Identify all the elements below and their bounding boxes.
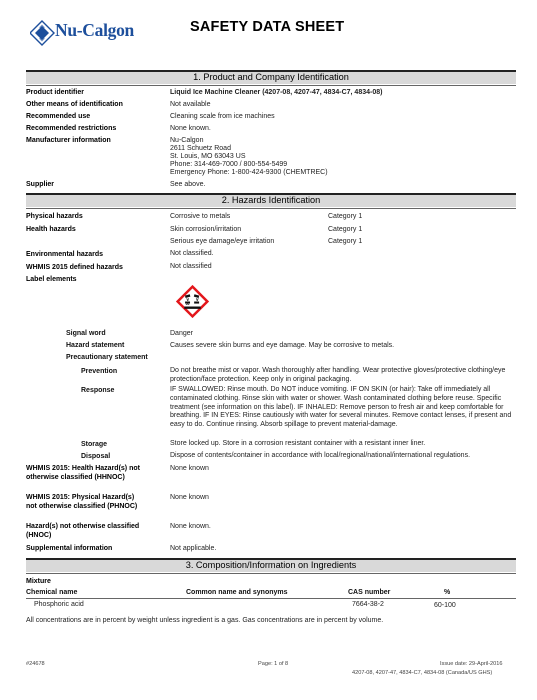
- divider: [26, 208, 516, 209]
- divider: [26, 573, 516, 574]
- hazard-statement-label: Hazard statement: [66, 342, 125, 349]
- prevention-label: Prevention: [81, 368, 118, 375]
- section-3-heading: 3. Composition/Information on Ingredients: [26, 560, 516, 572]
- recommended-restrictions-value: None known.: [170, 125, 211, 132]
- column-header-chemical-name: Chemical name: [26, 589, 78, 596]
- footer-page-number: Page: 1 of 8: [258, 661, 289, 667]
- phnoc-label: WHMIS 2015: Physical Hazard(s) not otherwise classified (PHNOC): [26, 494, 138, 510]
- section-1-heading: 1. Product and Company Identification: [26, 72, 516, 84]
- other-identification-value: Not available: [170, 101, 211, 108]
- manufacturer-information-label: Manufacturer information: [26, 137, 111, 144]
- environmental-hazards-label: Environmental hazards: [26, 251, 104, 258]
- section-2-heading: 2. Hazards Identification: [26, 195, 516, 207]
- logo-text: Nu-Calgon: [55, 20, 134, 40]
- mixture-label: Mixture: [26, 578, 51, 585]
- document-title: SAFETY DATA SHEET: [190, 19, 345, 35]
- ingredient-chemical-name: Phosphoric acid: [34, 601, 84, 608]
- divider: [26, 85, 516, 86]
- health-hazard-value: Serious eye damage/eye irritation: [170, 238, 275, 245]
- health-hazard-value: Skin corrosion/irritation: [170, 226, 242, 233]
- physical-hazard-value: Corrosive to metals: [170, 213, 231, 220]
- footer-product-codes: 4207-08, 4207-47, 4834-C7, 4834-08 (Canada/US GHS): [352, 670, 493, 676]
- manufacturer-street: 2611 Schuetz Road: [170, 145, 231, 152]
- label-elements-label: Label elements: [26, 276, 77, 283]
- footer-issue-date: Issue date: 29-April-2016: [440, 661, 503, 667]
- hnoc-value: None known.: [170, 523, 211, 530]
- precautionary-statement-label: Precautionary statement: [66, 354, 148, 361]
- health-hazard-category: Category 1: [328, 226, 363, 233]
- signal-word-value: Danger: [170, 330, 193, 337]
- other-identification-label: Other means of identification: [26, 101, 123, 108]
- ingredient-percent: 60-100: [434, 602, 456, 609]
- whmis-defined-hazards-label: WHMIS 2015 defined hazards: [26, 264, 123, 271]
- storage-value: Store locked up. Store in a corrosion resistant container with a resistant inner liner.: [170, 440, 426, 447]
- footer-document-id: #24678: [26, 661, 45, 667]
- hnoc-label: Hazard(s) not otherwise classified (HNOC): [26, 523, 140, 539]
- hhnoc-value: None known: [170, 465, 209, 472]
- physical-hazard-category: Category 1: [328, 213, 363, 220]
- prevention-value: Do not breathe mist or vapor. Wash thoroughly after handling. Wear protective gloves/protective clothing/eye protection/face protection. Keep only in original packaging.: [170, 367, 506, 383]
- ingredient-cas-number: 7664-38-2: [352, 601, 384, 608]
- supplier-label: Supplier: [26, 181, 55, 188]
- manufacturer-city: St. Louis, MO 63043 US: [170, 153, 246, 160]
- recommended-use-label: Recommended use: [26, 113, 91, 120]
- health-hazard-category: Category 1: [328, 238, 363, 245]
- product-identifier-value: Liquid Ice Machine Cleaner (4207-08, 4207-47, 4834-C7, 4834-08): [170, 89, 383, 96]
- response-value: IF SWALLOWED: Rinse mouth. Do NOT induce vomiting. IF ON SKIN (or hair): Take off immediately all contaminated clothing. Rinse skin with water or shower. Wash contaminated clothing before reuse. Specific treatment (see information on this label). IF INHALED: Remove person to fresh air and keep comfortable for breathing. IF IN EYES: Rinse cautiously with water for several minutes. Remove contact lenses, if present and easy to do. Continue rinsing. Absorb spillage to prevent material-damage.: [170, 386, 512, 428]
- product-identifier-label: Product identifier: [26, 89, 84, 96]
- supplemental-information-label: Supplemental information: [26, 545, 113, 552]
- column-header-percent: %: [444, 589, 451, 596]
- column-header-cas-number: CAS number: [348, 589, 391, 596]
- manufacturer-phone: Phone: 314-469-7000 / 800-554-5499: [170, 161, 288, 168]
- supplemental-information-value: Not applicable.: [170, 545, 217, 552]
- storage-label: Storage: [81, 441, 108, 448]
- hhnoc-label: WHMIS 2015: Health Hazard(s) not otherwise classified (HHNOC): [26, 465, 140, 481]
- recommended-use-value: Cleaning scale from ice machines: [170, 113, 275, 120]
- concentration-note: All concentrations are in percent by weight unless ingredient is a gas. Gas concentrations are in percent by volume.: [26, 617, 384, 624]
- disposal-value: Dispose of contents/container in accordance with local/regional/national/international regulations.: [170, 452, 471, 459]
- health-hazards-label: Health hazards: [26, 226, 76, 233]
- manufacturer-emergency-phone: Emergency Phone: 1-800-424-9300 (CHEMTREC): [170, 169, 328, 176]
- manufacturer-name: Nu-Calgon: [170, 137, 204, 144]
- table-header-divider: [26, 598, 516, 599]
- hazard-statement-value: Causes severe skin burns and eye damage. May be corrosive to metals.: [170, 342, 395, 349]
- disposal-label: Disposal: [81, 453, 111, 460]
- corrosion-pictogram-icon: [176, 285, 209, 318]
- recommended-restrictions-label: Recommended restrictions: [26, 125, 117, 132]
- physical-hazards-label: Physical hazards: [26, 213, 83, 220]
- signal-word-label: Signal word: [66, 330, 106, 337]
- response-label: Response: [81, 387, 115, 394]
- phnoc-value: None known: [170, 494, 209, 501]
- environmental-hazards-value: Not classified.: [170, 250, 214, 257]
- column-header-synonyms: Common name and synonyms: [186, 589, 288, 596]
- whmis-defined-hazards-value: Not classified: [170, 263, 212, 270]
- supplier-value: See above.: [170, 181, 206, 188]
